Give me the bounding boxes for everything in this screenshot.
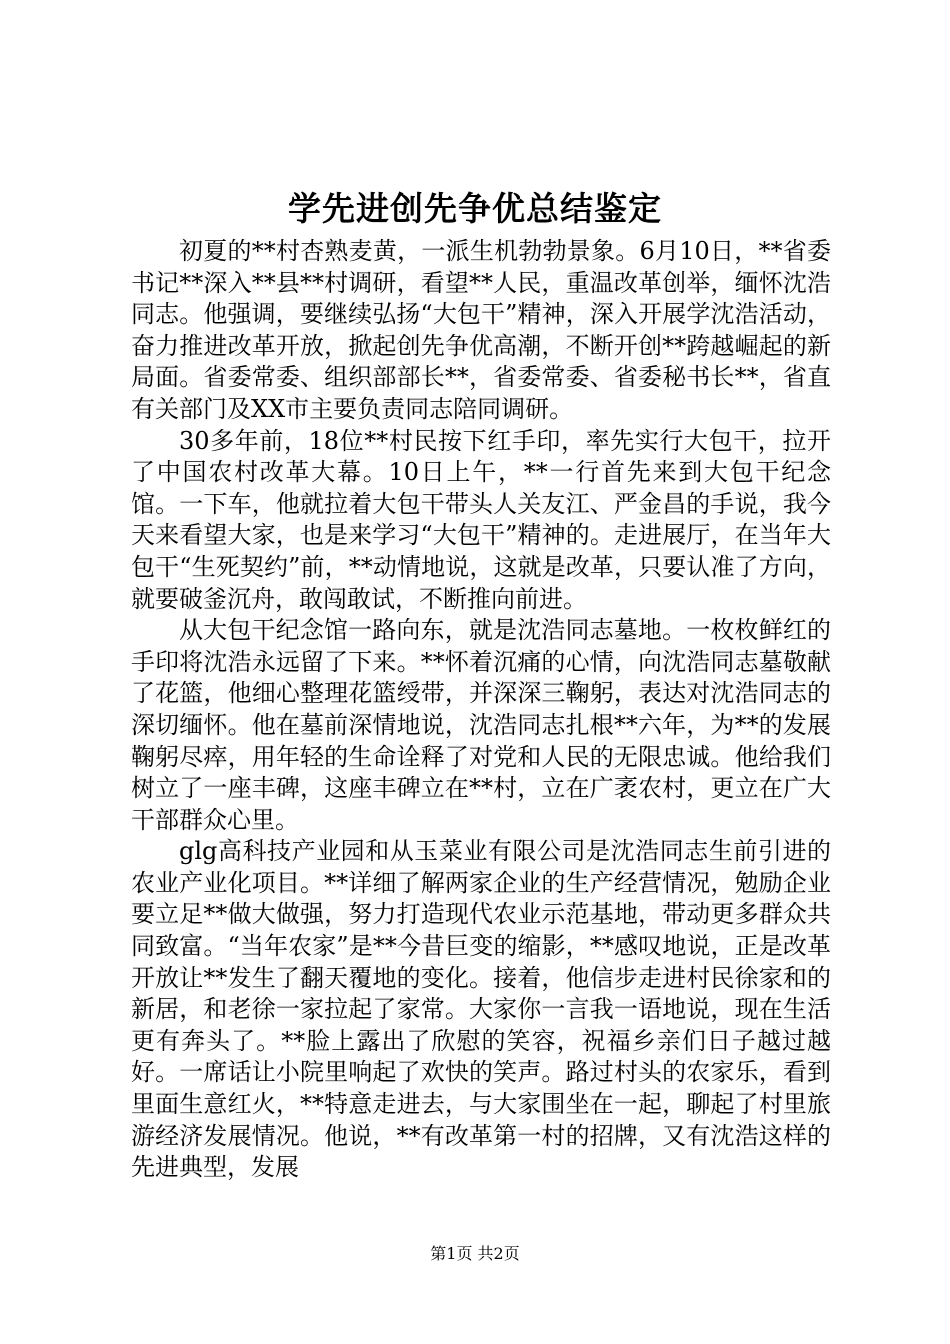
paragraph-2: 30多年前，18位**村民按下红手印，率先实行大包干，拉开了中国农村改革大幕。10日上午，**一行首先来到大包干纪念馆。一下车，他就拉着大包干带头人关友江、严金昌的手说，我今天来看望大家，也是来学习“大包干”精神的。走进展厅，在当年大包干“生死契约”前，**动情地说，这就是改革，只要认准了方向，就要破釜沉舟，敢闯敢试，不断推向前进。 [131,426,831,613]
paragraph-4: glg高科技产业园和从玉菜业有限公司是沈浩同志生前引进的农业产业化项目。**详细了解两家企业的生产经营情况，勉励企业要立足**做大做强，努力打造现代农业示范基地，带动更多群众共同致富。“当年农家”是**今昔巨变的缩影，**感叹地说，正是改革开放让**发生了翻天覆地的变化。接着，他信步走进村民徐家和的新居，和老徐一家拉起了家常。大家你一言我一语地说，现在生活更有奔头了。**脸上露出了欣慰的笑容，祝福乡亲们日子越过越好。一席话让小院里响起了欢快的笑声。路过村头的农家乐，看到里面生意红火，**特意走进去，与大家围坐在一起，聊起了村里旅游经济发展情况。他说，**有改革第一村的招牌，又有沈浩这样的先进典型，发展 [131,837,831,1182]
document-title: 学先进创先争优总结鉴定 [288,189,662,228]
document-body [131,236,831,1184]
page-number-footer: 第1页 共2页 [430,1244,520,1263]
paragraph-1: 初夏的**村杏熟麦黄，一派生机勃勃景象。6月10日，**省委书记**深入**县**村调研，看望**人民，重温改革创举，缅怀沈浩同志。他强调，要继续弘扬“大包干”精神，深入开展学沈浩活动，奋力推进改革开放，掀起创先争优高潮，不断开创**跨越崛起的新局面。省委常委、组织部部长**，省委常委、省委秘书长**，省直有关部门及XX市主要负责同志陪同调研。 [131,237,831,423]
paragraph-3: 从大包干纪念馆一路向东，就是沈浩同志墓地。一枚枚鲜红的手印将沈浩永远留了下来。**怀着沉痛的心情，向沈浩同志墓敬献了花篮，他细心整理花篮绶带，并深深三鞠躬，表达对沈浩同志的深切缅怀。他在墓前深情地说，沈浩同志扎根**六年，为**的发展鞠躬尽瘁，用年轻的生命诠释了对党和人民的无限忠诚。他给我们树立了一座丰碑，这座丰碑立在**村，立在广袤农村，更立在广大干部群众心里。 [131,616,831,834]
